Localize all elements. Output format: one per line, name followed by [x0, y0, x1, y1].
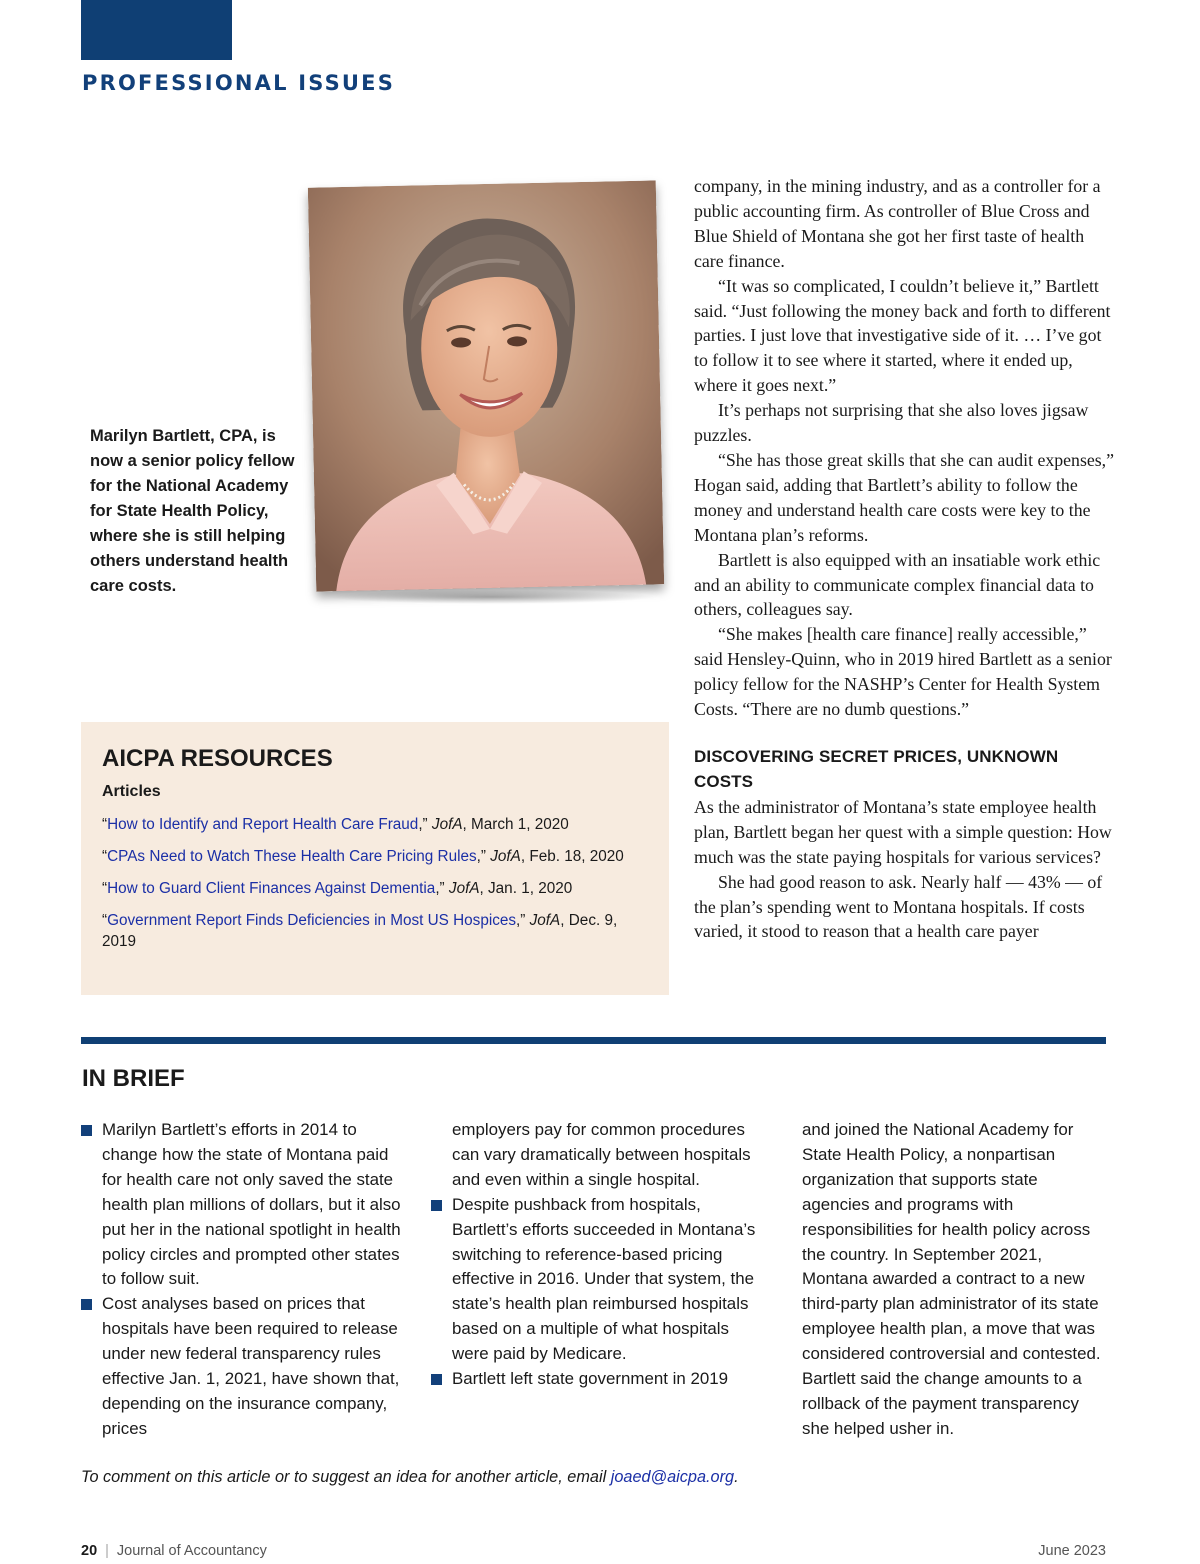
- article-paragraph: Bartlett is also equipped with an insatiable work ethic and an ability to communicate complex financial data to others, colleagues say.: [694, 549, 1101, 620]
- in-brief-bullet: [81, 1292, 411, 1441]
- in-brief-bullet: [431, 1193, 761, 1367]
- resource-date: , March 1, 2020: [462, 816, 569, 833]
- resource-item: “Government Report Finds Deficiencies in Most US Hospices,” JofA, Dec. 9, 2019: [102, 912, 618, 950]
- resource-publication: JofA: [490, 848, 521, 865]
- issue-date: June 2023: [1038, 1543, 1106, 1559]
- resources-subtitle: Articles: [102, 783, 161, 800]
- bullet-continuation: employers pay for common procedures can vary dramatically between hospitals and even within a single hospital.: [452, 1120, 751, 1189]
- bullet-text: Cost analyses based on prices that hospitals have been required to release under new federal transparency rules effective Jan. 1, 2021, have shown that, depending on the insurance company, prices: [102, 1294, 400, 1438]
- bullet-text: Bartlett left state government in 2019: [452, 1369, 729, 1389]
- comment-end: .: [734, 1468, 739, 1486]
- in-brief-column-1: [81, 1118, 411, 1442]
- section-label: PROFESSIONAL ISSUES: [82, 71, 396, 95]
- article-paragraph: “She has those great skills that she can audit expenses,” Hogan said, adding that Bartlett’s ability to follow the money and understand health care costs were key to the Montana plan’s reforms.: [694, 449, 1115, 545]
- aicpa-resources-box: [81, 722, 669, 995]
- in-brief-column-2: [431, 1118, 761, 1392]
- resource-date: , Feb. 18, 2020: [520, 848, 624, 865]
- resource-publication: JofA: [529, 912, 561, 929]
- article-paragraph: As the administrator of Montana’s state employee health plan, Bartlett began her quest with a simple question: How much was the state paying hospitals for various services?: [694, 796, 1112, 867]
- resource-tail: ,”: [435, 880, 449, 897]
- in-brief-bullet: [431, 1367, 761, 1392]
- page-footer: [81, 1541, 267, 1561]
- comment-email-link[interactable]: joaed@aicpa.org: [610, 1468, 735, 1486]
- article-paragraph: company, in the mining industry, and as a controller for a public accounting firm. As controller of Blue Cross and Blue Shield of Montana she got her first taste of health care finance.: [694, 176, 1101, 271]
- section-divider: [81, 1037, 1106, 1044]
- bullet-continuation: and joined the National Academy for State Health Policy, a nonpartisan organization that supports state agencies and programs with responsibilities for health policy across the country. In September 2021, Montana awarded a contract to a new third-party plan administrator of its state employee health plan, a move that was considered controversial and contested. Bartlett said the change amounts to a rollback of the payment transparency she helped usher in.: [802, 1120, 1101, 1438]
- portrait-photo: [308, 180, 664, 591]
- resource-tail: ,”: [516, 912, 530, 929]
- resource-item: “How to Guard Client Finances Against Dementia,” JofA, Jan. 1, 2020: [102, 880, 573, 897]
- article-paragraph: It’s perhaps not surprising that she also loves jigsaw puzzles.: [694, 400, 1089, 446]
- resource-item: “CPAs Need to Watch These Health Care Pricing Rules,” JofA, Feb. 18, 2020: [102, 848, 624, 865]
- resource-link[interactable]: How to Identify and Report Health Care Fraud: [107, 816, 419, 833]
- resource-link[interactable]: Government Report Finds Deficiencies in Most US Hospices: [107, 912, 517, 929]
- in-brief-bullet: [81, 1118, 411, 1292]
- bullet-text: Despite pushback from hospitals, Bartlett’s efforts succeeded in Montana’s switching to reference-based pricing effective in 2016. Under that system, the state’s health plan reimbursed hospitals based on a multiple of what hospitals were paid by Medicare.: [452, 1194, 756, 1364]
- resource-date: , Jan. 1, 2020: [479, 880, 573, 897]
- resource-tail: ,”: [418, 816, 432, 833]
- article-paragraph: “It was so complicated, I couldn’t believe it,” Bartlett said. “Just following the money back and forth to different parties. I just love that investigative side of it. … I’ve got to follow it to see where it started, where it ended up, where it goes next.”: [694, 275, 1111, 396]
- square-bullet-icon: [81, 1299, 92, 1310]
- resource-tail: ,”: [476, 848, 491, 865]
- in-brief-column-3: [802, 1118, 1107, 1442]
- resource-link[interactable]: CPAs Need to Watch These Health Care Pricing Rules: [107, 848, 477, 865]
- in-brief-title: IN BRIEF: [82, 1065, 185, 1092]
- footer-separator: |: [105, 1543, 109, 1559]
- article-subheading: DISCOVERING SECRET PRICES, UNKNOWN COSTS: [694, 746, 1059, 791]
- resource-link[interactable]: How to Guard Client Finances Against Dementia: [107, 880, 436, 897]
- resources-title: AICPA RESOURCES: [102, 745, 333, 772]
- article-paragraph: “She makes [health care finance] really accessible,” said Hensley-Quinn, who in 2019 hired Bartlett as a senior policy fellow for the NASHP’s Center for Health System Costs. “There are no dumb questions.”: [694, 624, 1112, 720]
- photo-drop-shadow: [326, 590, 656, 604]
- article-body: [694, 174, 1114, 944]
- resource-publication: JofA: [448, 880, 480, 897]
- bullet-text: Marilyn Bartlett’s efforts in 2014 to change how the state of Montana paid for health care not only saved the state health plan millions of dollars, but it also put her in the national spotlight in health policy circles and prompted other states to follow suit.: [102, 1120, 401, 1289]
- resource-item: “How to Identify and Report Health Care Fraud,” JofA, March 1, 2020: [102, 816, 569, 833]
- page-number: 20: [81, 1543, 98, 1559]
- comment-note: [81, 1466, 739, 1488]
- square-bullet-icon: [431, 1200, 442, 1211]
- article-paragraph: She had good reason to ask. Nearly half — 43% — of the plan’s spending went to Montana hospitals. If costs varied, it stood to reason that a health care payer: [694, 871, 1103, 942]
- journal-name: Journal of Accountancy: [116, 1543, 267, 1559]
- resource-date: , Dec. 9, 2019: [102, 912, 618, 950]
- photo-caption: Marilyn Bartlett, CPA, is now a senior policy fellow for the National Academy for State Health Policy, where she is still helping others understand health care costs.: [90, 427, 295, 595]
- resource-publication: JofA: [431, 816, 463, 833]
- header-color-block: [81, 0, 232, 60]
- comment-text: To comment on this article or to suggest an idea for another article, email: [81, 1468, 611, 1486]
- square-bullet-icon: [81, 1125, 92, 1136]
- square-bullet-icon: [431, 1374, 442, 1385]
